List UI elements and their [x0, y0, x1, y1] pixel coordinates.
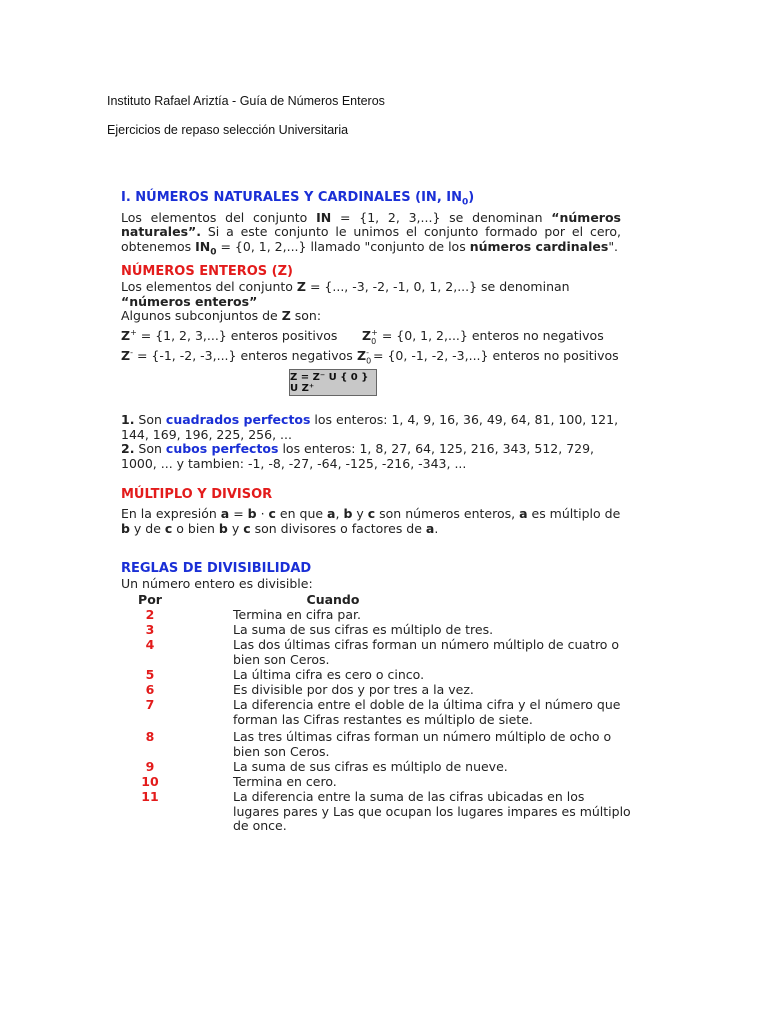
z0-nonnegative-row: $Z_0^+ = \{0$, 1, 2,...} enteros no negativos: [362, 328, 604, 346]
section-enteros-text: Los elementos del conjunto Z = {..., -3, -2, -1, 0, 1, 2,...} se denominan “números enteros” Algunos subconjuntos de Z son:: [121, 279, 570, 323]
document-header-subtitle: Ejercicios de repaso selección Universitaria: [107, 123, 349, 137]
cubos-perfectos-text: 2. Son cubos perfectos los enteros: 1, 8, 27, 64, 125, 216, 343, 512, 729, 1000, ... y tambien: -1, -8, -27, -64, -125, -216, -343, ...: [121, 441, 595, 471]
document-header-title: Instituto Rafael Ariztía - Guía de Números Enteros: [107, 94, 385, 108]
z-positive-row: Z+ = {1, 2, 3,...} enteros positivos: [121, 328, 338, 344]
section-multiplo: [121, 487, 621, 536]
cuadrados-perfectos-text: 1. Son cuadrados perfectos los enteros: 1, 4, 9, 16, 36, 49, 64, 81, 100, 121, 144, 169, 196, 225, 256, ...: [121, 412, 619, 442]
section-reglas-title: REGLAS DE DIVISIBILIDAD: [121, 561, 312, 576]
section-multiplo-title: MÚLTIPLO Y DIVISOR: [121, 487, 273, 502]
z-union-formula-box: Z = Z⁻ U { 0 } U Z⁺: [289, 369, 377, 396]
z-negative-row: Z- = {-1, -2, -3,...} enteros negativos: [121, 348, 353, 364]
section-multiplo-text: En la expresión a = b · c en que a, b y c son números enteros, a es múltiplo de b y de c o bien b y c son divisores o factores de a.: [121, 506, 621, 536]
section-naturales-text: Los elementos del conjunto IN = {1, 2, 3,...} se denominan “números naturales”. Si a este conjunto le unimos el conjunto formado por el cero, obtenemos $IN_0 = \{0$, 1, 2,...} llamado "conjunto de los números cardinales".: [121, 209, 621, 258]
reglas-col-por: Por: [138, 592, 162, 607]
reglas-col-cuando: Cuando: [306, 592, 360, 607]
section-reglas-intro: Un número entero es divisible:: [121, 576, 313, 591]
z0-nonpositive-row: $Z_0^- = \{0$, -1, -2, -3,...} enteros no positivos: [357, 348, 619, 366]
section-enteros-title: NÚMEROS ENTEROS (Z): [121, 264, 293, 279]
section-enteros: [121, 264, 621, 324]
section-naturales: [121, 190, 621, 260]
section-perfectos: [121, 413, 621, 471]
section-naturales-title: I. NÚMEROS NATURALES Y CARDINALES (IN, $IN_0$): [121, 190, 475, 208]
section-reglas: [121, 561, 621, 592]
